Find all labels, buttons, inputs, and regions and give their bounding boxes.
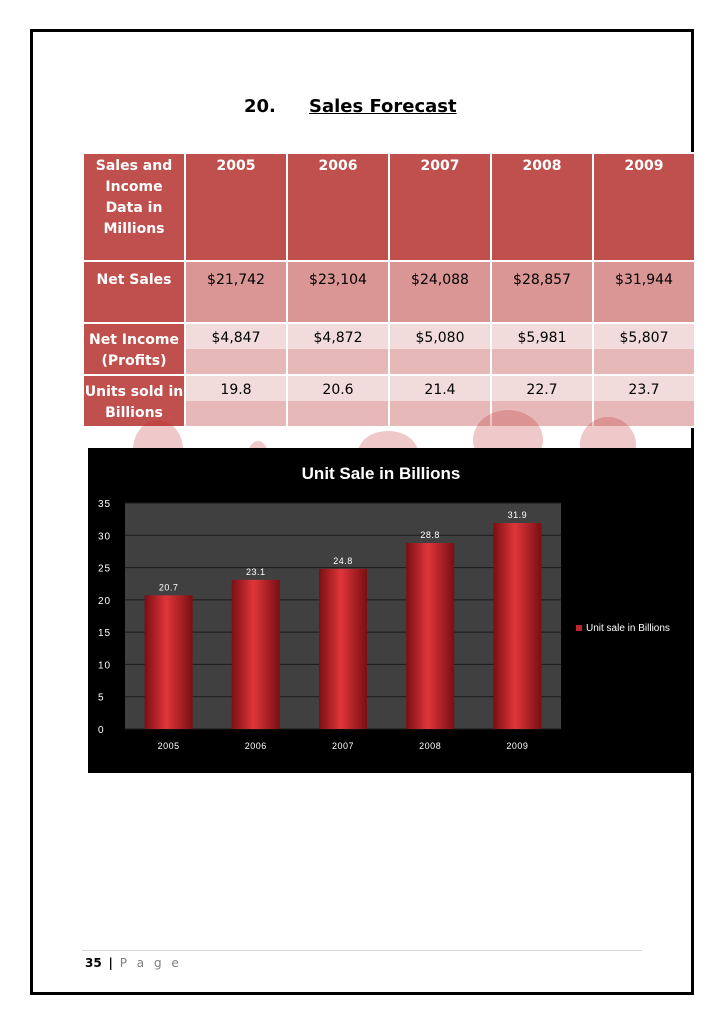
table-cell: $31,944 <box>593 261 695 323</box>
table-header-row <box>83 153 695 261</box>
row-label: Net Sales <box>83 261 185 323</box>
table-header-label: Sales and Income Data in Millions <box>83 153 185 261</box>
y-tick-label: 0 <box>98 725 105 736</box>
chart-svg <box>88 448 694 769</box>
table-row <box>83 261 695 323</box>
footer-separator: | <box>108 956 113 970</box>
chart-legend <box>576 623 670 634</box>
chart-bottom-rule <box>88 771 694 773</box>
page-footer <box>85 956 182 970</box>
chart-title: Unit Sale in Billions <box>301 464 461 483</box>
y-tick-label: 10 <box>98 660 112 672</box>
y-tick-label: 20 <box>98 595 112 607</box>
bar <box>232 580 280 729</box>
y-tick-label: 25 <box>98 563 112 575</box>
year-header: 2005 <box>185 153 287 261</box>
y-tick-label: 35 <box>98 499 112 510</box>
table-cell: $5,080 <box>389 323 491 375</box>
year-header: 2006 <box>287 153 389 261</box>
bar <box>406 543 454 729</box>
section-heading <box>0 96 728 120</box>
year-header: 2008 <box>491 153 593 261</box>
plot-area <box>98 499 561 751</box>
data-label: 20.7 <box>158 582 179 593</box>
row-label: Net Income (Profits) <box>83 323 185 375</box>
table-row <box>83 323 695 375</box>
table-cell: $24,088 <box>389 261 491 323</box>
table-cell: $28,857 <box>491 261 593 323</box>
y-tick-label: 15 <box>98 628 112 640</box>
x-tick-label: 2007 <box>331 741 355 751</box>
table-cell: 21.4 <box>389 375 491 427</box>
sales-data-table <box>82 152 696 428</box>
x-tick-label: 2005 <box>157 741 180 751</box>
x-tick-label: 2008 <box>419 741 442 751</box>
table-cell: $5,807 <box>593 323 695 375</box>
table-cell: 23.7 <box>593 375 695 427</box>
x-tick-label: 2006 <box>244 741 267 751</box>
unit-sale-chart <box>88 448 694 773</box>
data-label: 24.8 <box>333 555 353 566</box>
legend-label: Unit sale in Billions <box>586 623 670 634</box>
section-number: 20. <box>244 96 276 117</box>
bar <box>145 595 193 729</box>
data-label: 28.8 <box>420 530 440 541</box>
row-label: Units sold in Billions <box>83 375 185 427</box>
page-number: 35 <box>85 956 102 970</box>
footer-rule <box>82 950 642 951</box>
bar <box>319 569 367 729</box>
table-cell: 19.8 <box>185 375 287 427</box>
x-tick-label: 2009 <box>506 741 529 751</box>
table-cell: 22.7 <box>491 375 593 427</box>
data-label: 31.9 <box>507 510 528 521</box>
section-title: Sales Forecast <box>309 96 457 117</box>
y-tick-label: 30 <box>98 531 112 543</box>
table-cell: $4,847 <box>185 323 287 375</box>
legend-swatch <box>576 625 582 631</box>
table-cell: $4,872 <box>287 323 389 375</box>
table-cell: $5,981 <box>491 323 593 375</box>
table-cell: $21,742 <box>185 261 287 323</box>
page-word: P a g e <box>119 956 182 970</box>
data-label: 23.1 <box>246 566 266 577</box>
table-cell: 20.6 <box>287 375 389 427</box>
year-header: 2007 <box>389 153 491 261</box>
table-cell: $23,104 <box>287 261 389 323</box>
bar <box>493 523 541 729</box>
y-tick-label: 5 <box>98 692 105 704</box>
year-header: 2009 <box>593 153 695 261</box>
